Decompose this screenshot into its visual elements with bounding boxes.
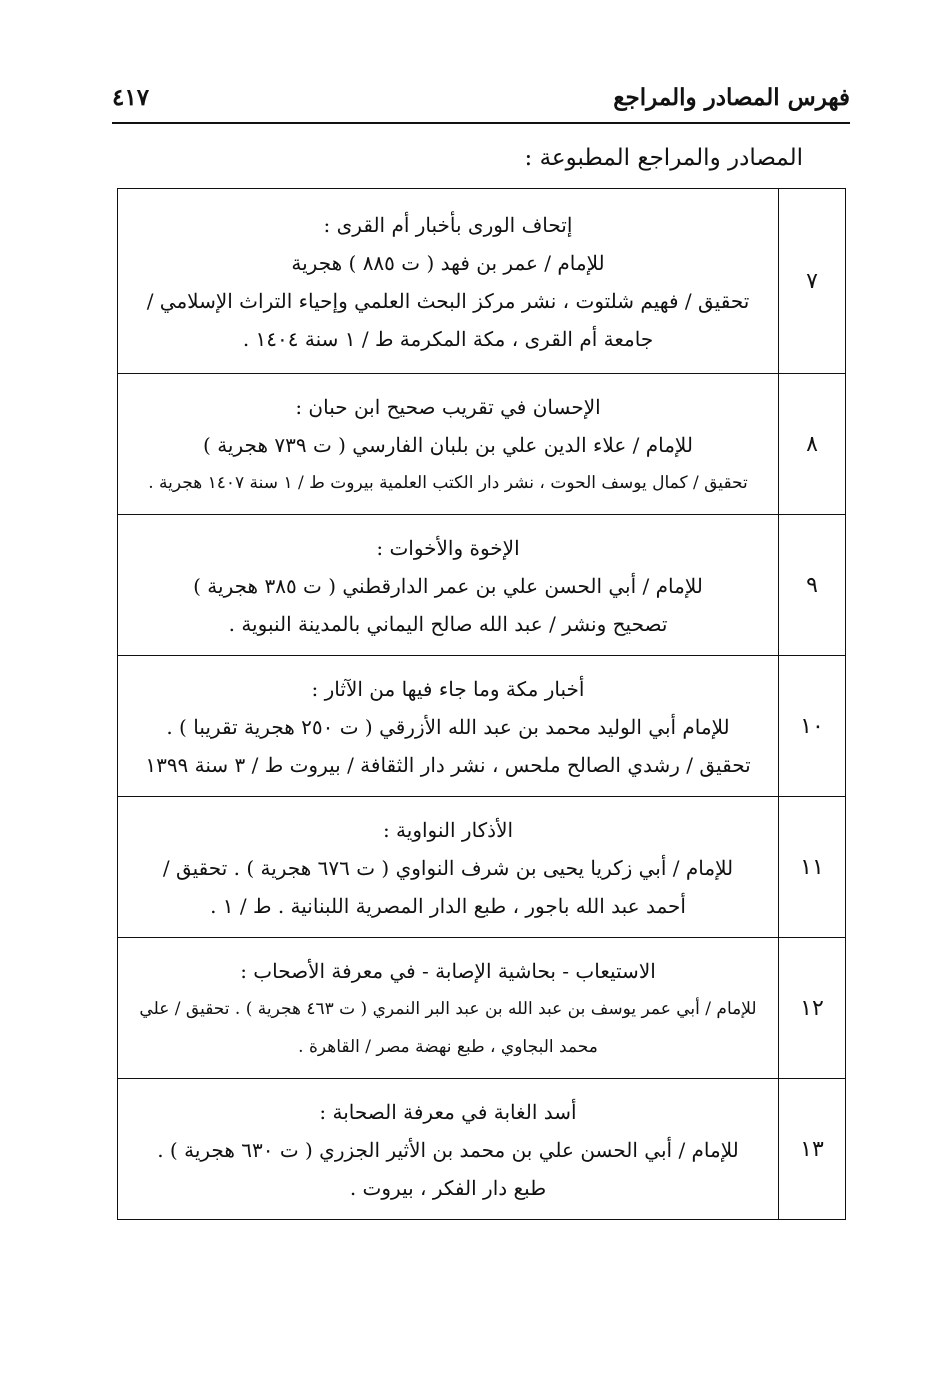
entry-title: الإحسان في تقريب صحيح ابن حبان : <box>295 395 601 419</box>
entry-author: للإمام / أبي الحسن علي بن عمر الدارقطني ( ت ٣٨٥ هجرية ) <box>193 574 703 598</box>
entry-author: للإمام / عمر بن فهد ( ت ٨٨٥ ) هجرية <box>291 251 605 275</box>
entry-publication: تحقيق / كمال يوسف الحوت ، نشر دار الكتب العلمية بيروت ط / ١ سنة ١٤٠٧ هجرية . <box>148 473 748 493</box>
entry-number: ١٢ <box>779 938 846 1079</box>
entry-content <box>118 374 779 515</box>
entry-content <box>118 938 779 1079</box>
entry-title: إتحاف الورى بأخبار أم القرى : <box>323 213 573 237</box>
entry-author: للإمام أبي الوليد محمد بن عبد الله الأزرقي ( ت ٢٥٠ هجرية تقريبا ) . <box>166 715 730 739</box>
entry-publication: محمد البجاوي ، طبع نهضة مصر / القاهرة . <box>298 1037 598 1057</box>
entry-content <box>118 189 779 374</box>
entry-content <box>118 515 779 656</box>
running-title: فهرس المصادر والمراجع <box>613 84 850 111</box>
table-row <box>118 1079 846 1220</box>
table-row <box>118 797 846 938</box>
entry-number: ٩ <box>779 515 846 656</box>
references-table <box>117 188 846 1220</box>
entry-title: الاستيعاب - بحاشية الإصابة - في معرفة الأصحاب : <box>240 959 656 983</box>
entry-number: ٧ <box>779 189 846 374</box>
entry-content <box>118 797 779 938</box>
entry-content <box>118 656 779 797</box>
section-heading: المصادر والمراجع المطبوعة : <box>524 145 803 171</box>
entry-number: ١١ <box>779 797 846 938</box>
entry-publication: تحقيق / فهيم شلتوت ، نشر مركز البحث العلمي وإحياء التراث الإسلامي / <box>146 289 750 313</box>
entry-content <box>118 1079 779 1220</box>
table-row <box>118 938 846 1079</box>
header-rule <box>112 122 850 124</box>
entry-publication: تحقيق / رشدي الصالح ملحس ، نشر دار الثقافة / بيروت ط / ٣ سنة ١٣٩٩ <box>145 753 751 777</box>
table-row <box>118 374 846 515</box>
entry-author: للإمام / أبي عمر يوسف بن عبد الله بن عبد البر النمري ( ت ٤٦٣ هجرية ) . تحقيق / علي <box>139 999 757 1019</box>
entry-number: ٨ <box>779 374 846 515</box>
entry-title: أخبار مكة وما جاء فيها من الآثار : <box>311 677 585 701</box>
entry-author: للإمام / أبي زكريا يحيى بن شرف النواوي ( ت ٦٧٦ هجرية ) . تحقيق / <box>162 856 734 880</box>
table-row <box>118 189 846 374</box>
entry-number: ١٠ <box>779 656 846 797</box>
table-row <box>118 656 846 797</box>
entry-publication: جامعة أم القرى ، مكة المكرمة ط / ١ سنة ١٤٠٤ . <box>242 327 654 351</box>
entry-number: ١٣ <box>779 1079 846 1220</box>
entry-author: للإمام / أبي الحسن علي بن محمد بن الأثير الجزري ( ت ٦٣٠ هجرية ) . <box>157 1138 739 1162</box>
table-row <box>118 515 846 656</box>
entry-publication: تصحيح ونشر / عبد الله صالح اليماني بالمدينة النبوية . <box>228 612 668 636</box>
entry-author: للإمام / علاء الدين علي بن بلبان الفارسي ( ت ٧٣٩ هجرية ) <box>203 433 693 457</box>
entry-title: الإخوة والأخوات : <box>376 536 520 560</box>
page-number: ٤١٧ <box>112 84 150 111</box>
entry-title: الأذكار النواوية : <box>382 818 514 842</box>
entry-title: أسد الغابة في معرفة الصحابة : <box>319 1100 577 1124</box>
entry-publication: طبع دار الفكر ، بيروت . <box>349 1176 547 1200</box>
entry-publication: أحمد عبد الله باجور ، طبع الدار المصرية اللبنانية . ط / ١ . <box>210 894 686 918</box>
